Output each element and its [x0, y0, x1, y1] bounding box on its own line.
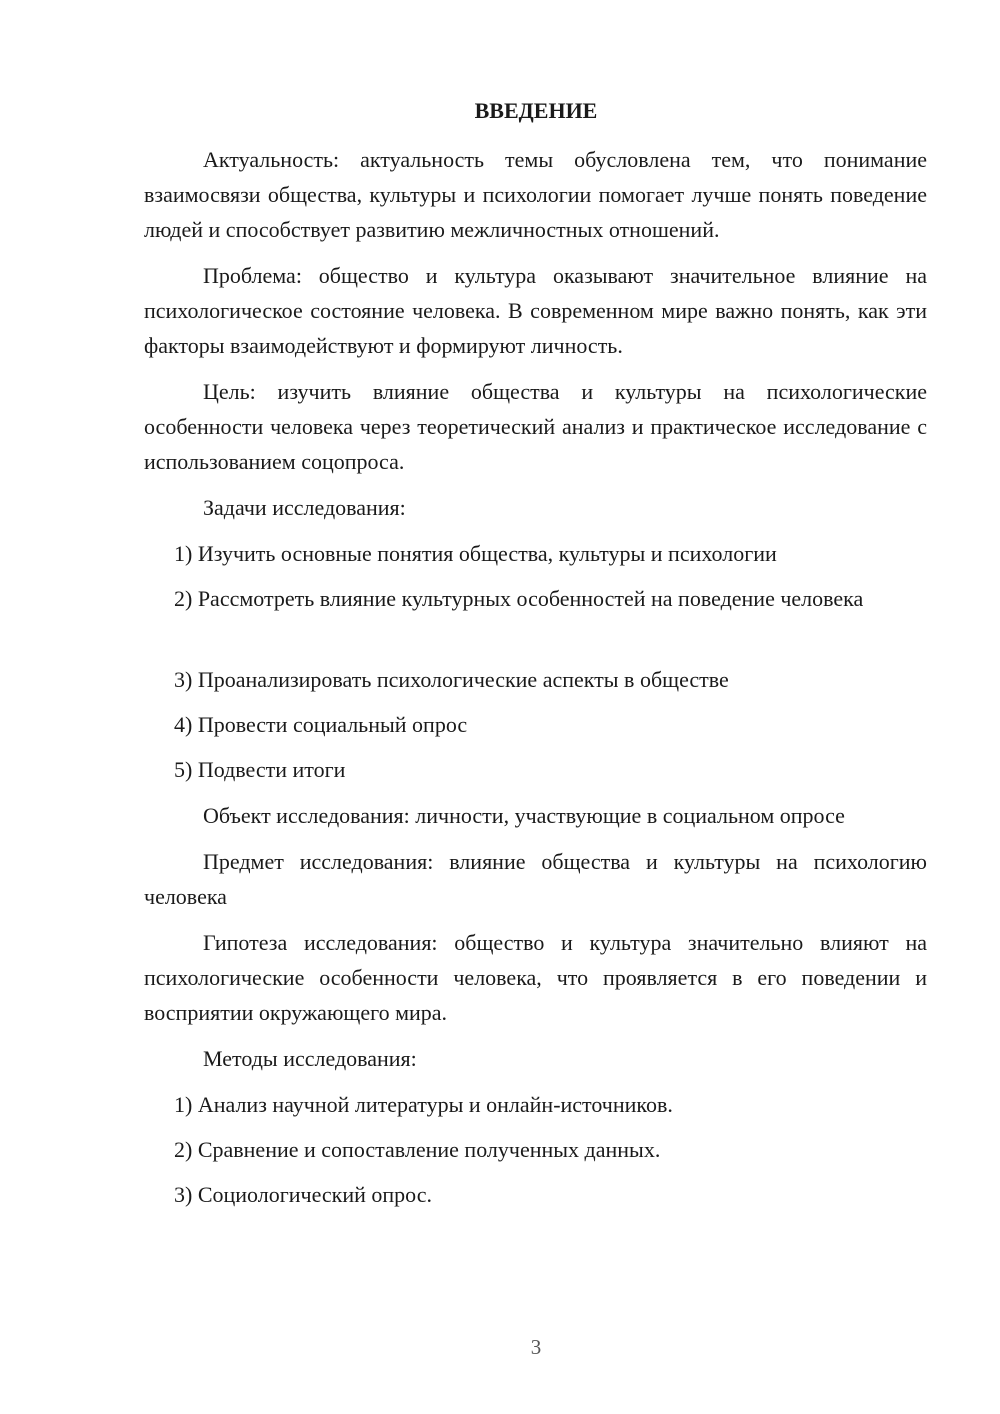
task-item: 2) Рассмотреть влияние культурных особенностей на поведение человека — [174, 586, 864, 611]
hypothesis-paragraph: Гипотеза исследования: общество и культура значительно влияют на психологические особенности человека, что проявляется в его поведении и восприятии окружающего мира. — [144, 930, 927, 1025]
task-item: 4) Провести социальный опрос — [174, 712, 468, 737]
methods-heading: Методы исследования: — [203, 1046, 417, 1071]
tasks-heading: Задачи исследования: — [203, 495, 406, 520]
task-item: 3) Проанализировать психологические аспекты в обществе — [174, 667, 729, 692]
relevance-paragraph: Актуальность: актуальность темы обусловлена тем, что понимание взаимосвязи общества, культуры и психологии помогает лучше понять поведение людей и способствует развитию межличностных отношений. — [144, 147, 927, 242]
subject-paragraph: Предмет исследования: влияние общества и культуры на психологию человека — [144, 849, 927, 909]
page-number: 3 — [530, 1335, 542, 1359]
task-item: 5) Подвести итоги — [174, 757, 346, 782]
method-item: 2) Сравнение и сопоставление полученных данных. — [174, 1137, 661, 1162]
method-item: 1) Анализ научной литературы и онлайн-источников. — [174, 1092, 673, 1117]
problem-paragraph: Проблема: общество и культура оказывают значительное влияние на психологическое состояние человека. В современном мире важно понять, как эти факторы взаимодействуют и формируют личность. — [144, 263, 927, 358]
method-item: 3) Социологический опрос. — [174, 1182, 432, 1207]
goal-paragraph: Цель: изучить влияние общества и культуры на психологические особенности человека через теоретический анализ и практическое исследование с использованием соцопроса. — [144, 379, 927, 474]
task-item: 1) Изучить основные понятия общества, культуры и психологии — [174, 541, 777, 566]
page-title: ВВЕДЕНИЕ — [474, 98, 598, 123]
object-paragraph: Объект исследования: личности, участвующие в социальном опросе — [203, 803, 845, 828]
